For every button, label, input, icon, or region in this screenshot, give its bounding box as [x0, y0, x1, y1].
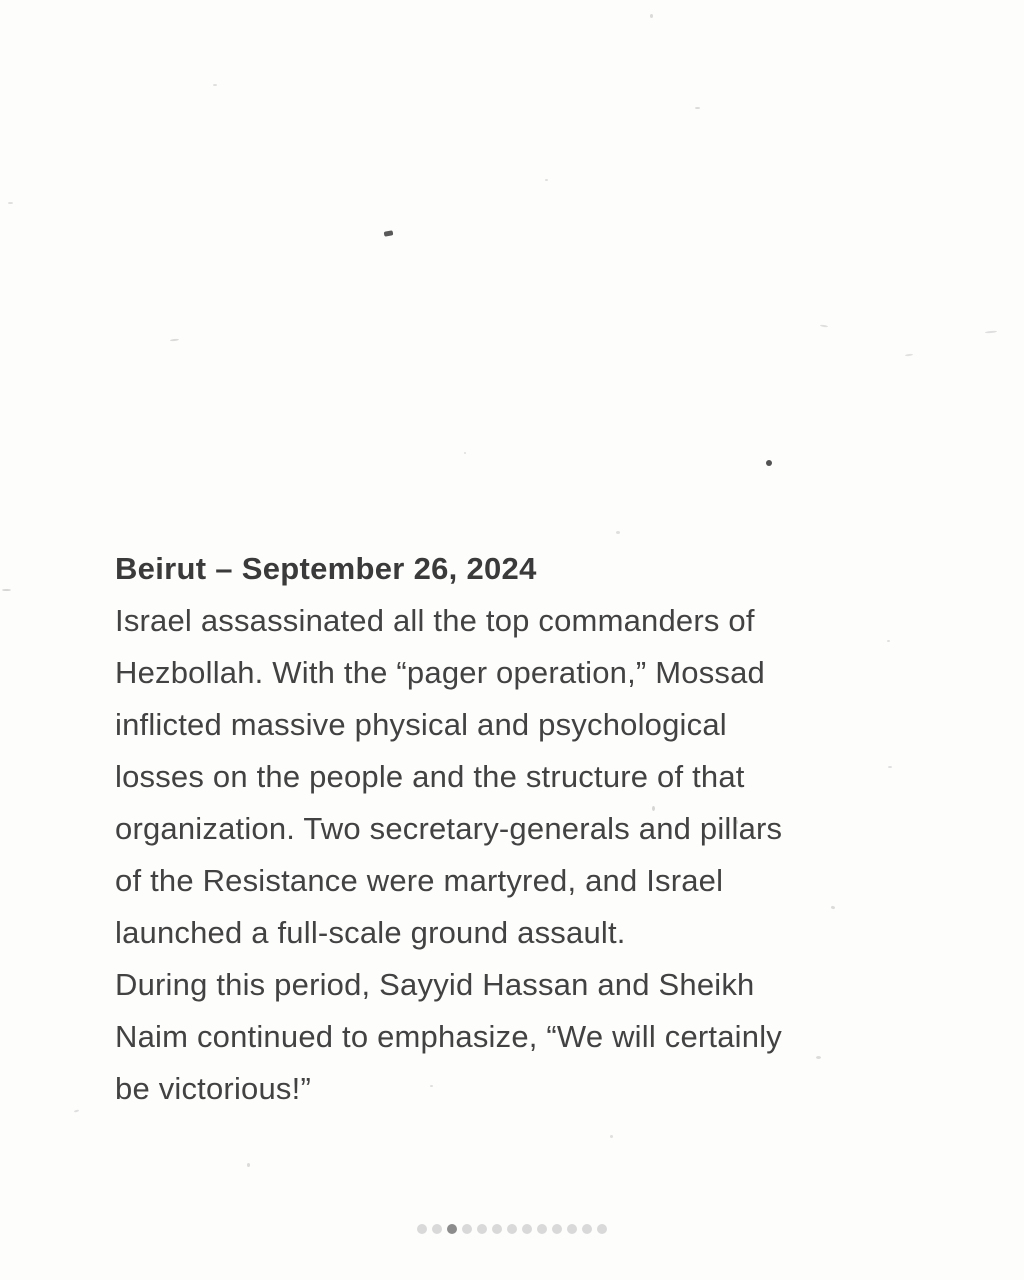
paper-speck — [8, 202, 13, 204]
paper-speck — [2, 589, 11, 591]
paper-speck — [905, 354, 913, 357]
paper-speck — [650, 14, 653, 18]
paper-speck — [610, 1135, 613, 1138]
pagination-dot[interactable] — [552, 1224, 562, 1234]
pagination-dot[interactable] — [492, 1224, 502, 1234]
paper-speck — [695, 107, 700, 109]
pagination-dot[interactable] — [507, 1224, 517, 1234]
paper-speck — [247, 1163, 250, 1167]
pagination-dot[interactable] — [462, 1224, 472, 1234]
story-line: Naim continued to emphasize, “We will certainly — [115, 1019, 782, 1054]
paper-speck — [213, 84, 217, 86]
paper-speck — [74, 1109, 79, 1112]
story-line: inflicted massive physical and psychological — [115, 707, 727, 742]
pagination-dot[interactable] — [537, 1224, 547, 1234]
pagination-dot[interactable] — [477, 1224, 487, 1234]
pagination-dot[interactable] — [597, 1224, 607, 1234]
paper-speck — [766, 460, 772, 466]
story-line: of the Resistance were martyred, and Israel — [115, 863, 724, 898]
pagination-dot[interactable] — [567, 1224, 577, 1234]
paper-speck — [170, 339, 179, 342]
story-text — [115, 543, 915, 1115]
pagination-dot[interactable] — [432, 1224, 442, 1234]
pagination-dots — [417, 1224, 607, 1234]
paper-speck — [384, 230, 394, 236]
pagination-dot[interactable] — [417, 1224, 427, 1234]
story-line: losses on the people and the structure of that — [115, 759, 745, 794]
paper-speck — [545, 179, 548, 181]
paper-speck — [464, 452, 466, 454]
story-line: organization. Two secretary-generals and pillars — [115, 811, 783, 846]
pagination-dot-active[interactable] — [447, 1224, 457, 1234]
paper-speck — [616, 531, 620, 534]
paper-speck — [985, 330, 997, 333]
story-line: Hezbollah. With the “pager operation,” Mossad — [115, 655, 765, 690]
story-line: Israel assassinated all the top commanders of — [115, 603, 755, 638]
story-line: be victorious!” — [115, 1071, 311, 1106]
story-line: During this period, Sayyid Hassan and Sheikh — [115, 967, 755, 1002]
dateline-heading: Beirut – September 26, 2024 — [115, 551, 537, 586]
pagination-dot[interactable] — [582, 1224, 592, 1234]
paper-speck — [820, 324, 828, 327]
pagination-dot[interactable] — [522, 1224, 532, 1234]
story-line: launched a full-scale ground assault. — [115, 915, 626, 950]
